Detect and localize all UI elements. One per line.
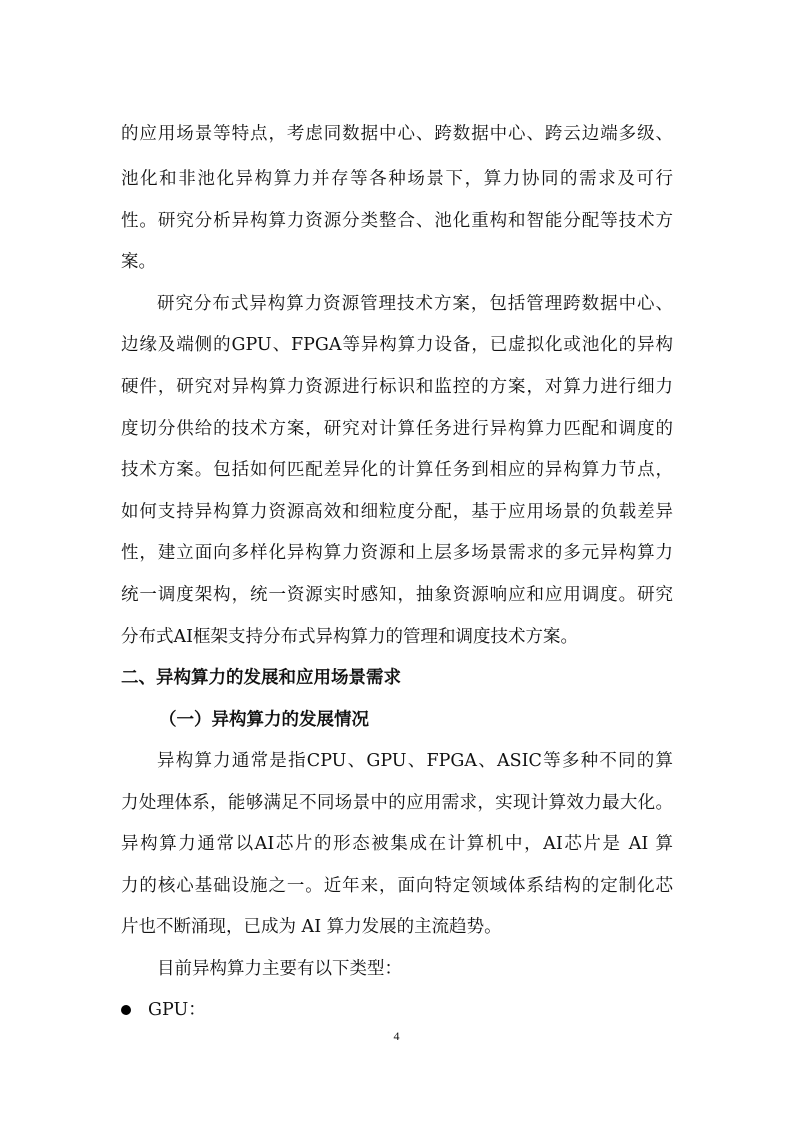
paragraph-line: 分布式AI框架支持分布式异构算力的管理和调度技术方案。 xyxy=(121,627,579,647)
paragraph-line: 案。 xyxy=(121,252,156,272)
paragraph-line: 性。研究分析异构算力资源分类整合、池化重构和智能分配等技术方 xyxy=(121,211,673,231)
paragraph-line: 片也不断涌现，已成为 AI 算力发展的主流趋势。 xyxy=(121,917,502,937)
paragraph-line: 如何支持异构算力资源高效和细粒度分配，基于应用场景的负载差异 xyxy=(121,502,673,522)
subsection-heading: （一）异构算力的发展情况 xyxy=(159,710,369,730)
paragraph-line: 异构算力通常是指CPU、GPU、FPGA、ASIC等多种不同的算 xyxy=(157,751,673,771)
page-number: 4 xyxy=(393,1029,400,1043)
paragraph-line: 研究分布式异构算力资源管理技术方案，包括管理跨数据中心、 xyxy=(157,294,673,314)
paragraph-line: 异构算力通常以AI芯片的形态被集成在计算机中，AI芯片是 AI 算 xyxy=(121,834,673,854)
paragraph-line: 度切分供给的技术方案，研究对计算任务进行异构算力匹配和调度的 xyxy=(121,419,673,439)
paragraph-line: 力处理体系，能够满足不同场景中的应用需求，实现计算效力最大化。 xyxy=(121,793,673,813)
paragraph-line: 目前异构算力主要有以下类型： xyxy=(157,959,402,979)
paragraph-line: 力的核心基础设施之一。近年来，面向特定领域体系结构的定制化芯 xyxy=(121,876,673,896)
bullet-item xyxy=(121,999,206,1021)
paragraph-line: 技术方案。包括如何匹配差异化的计算任务到相应的异构算力节点， xyxy=(121,460,673,480)
paragraph-line: 性，建立面向多样化异构算力资源和上层多场景需求的多元异构算力 xyxy=(121,543,673,563)
section-heading: 二、异构算力的发展和应用场景需求 xyxy=(121,668,401,688)
paragraph-line: 硬件，研究对异构算力资源进行标识和监控的方案，对算力进行细力 xyxy=(121,377,673,397)
paragraph-line: 池化和非池化异构算力并存等各种场景下，算力协同的需求及可行 xyxy=(121,169,673,189)
paragraph-line: 的应用场景等特点，考虑同数据中心、跨数据中心、跨云边端多级、 xyxy=(121,124,673,144)
bullet-dot-icon xyxy=(121,1005,131,1015)
paragraph-line: 统一调度架构，统一资源实时感知，抽象资源响应和应用调度。研究 xyxy=(121,585,673,605)
bullet-text: GPU： xyxy=(148,1000,206,1020)
paragraph-line: 边缘及端侧的GPU、FPGA等异构算力设备，已虚拟化或池化的异构 xyxy=(121,335,673,355)
